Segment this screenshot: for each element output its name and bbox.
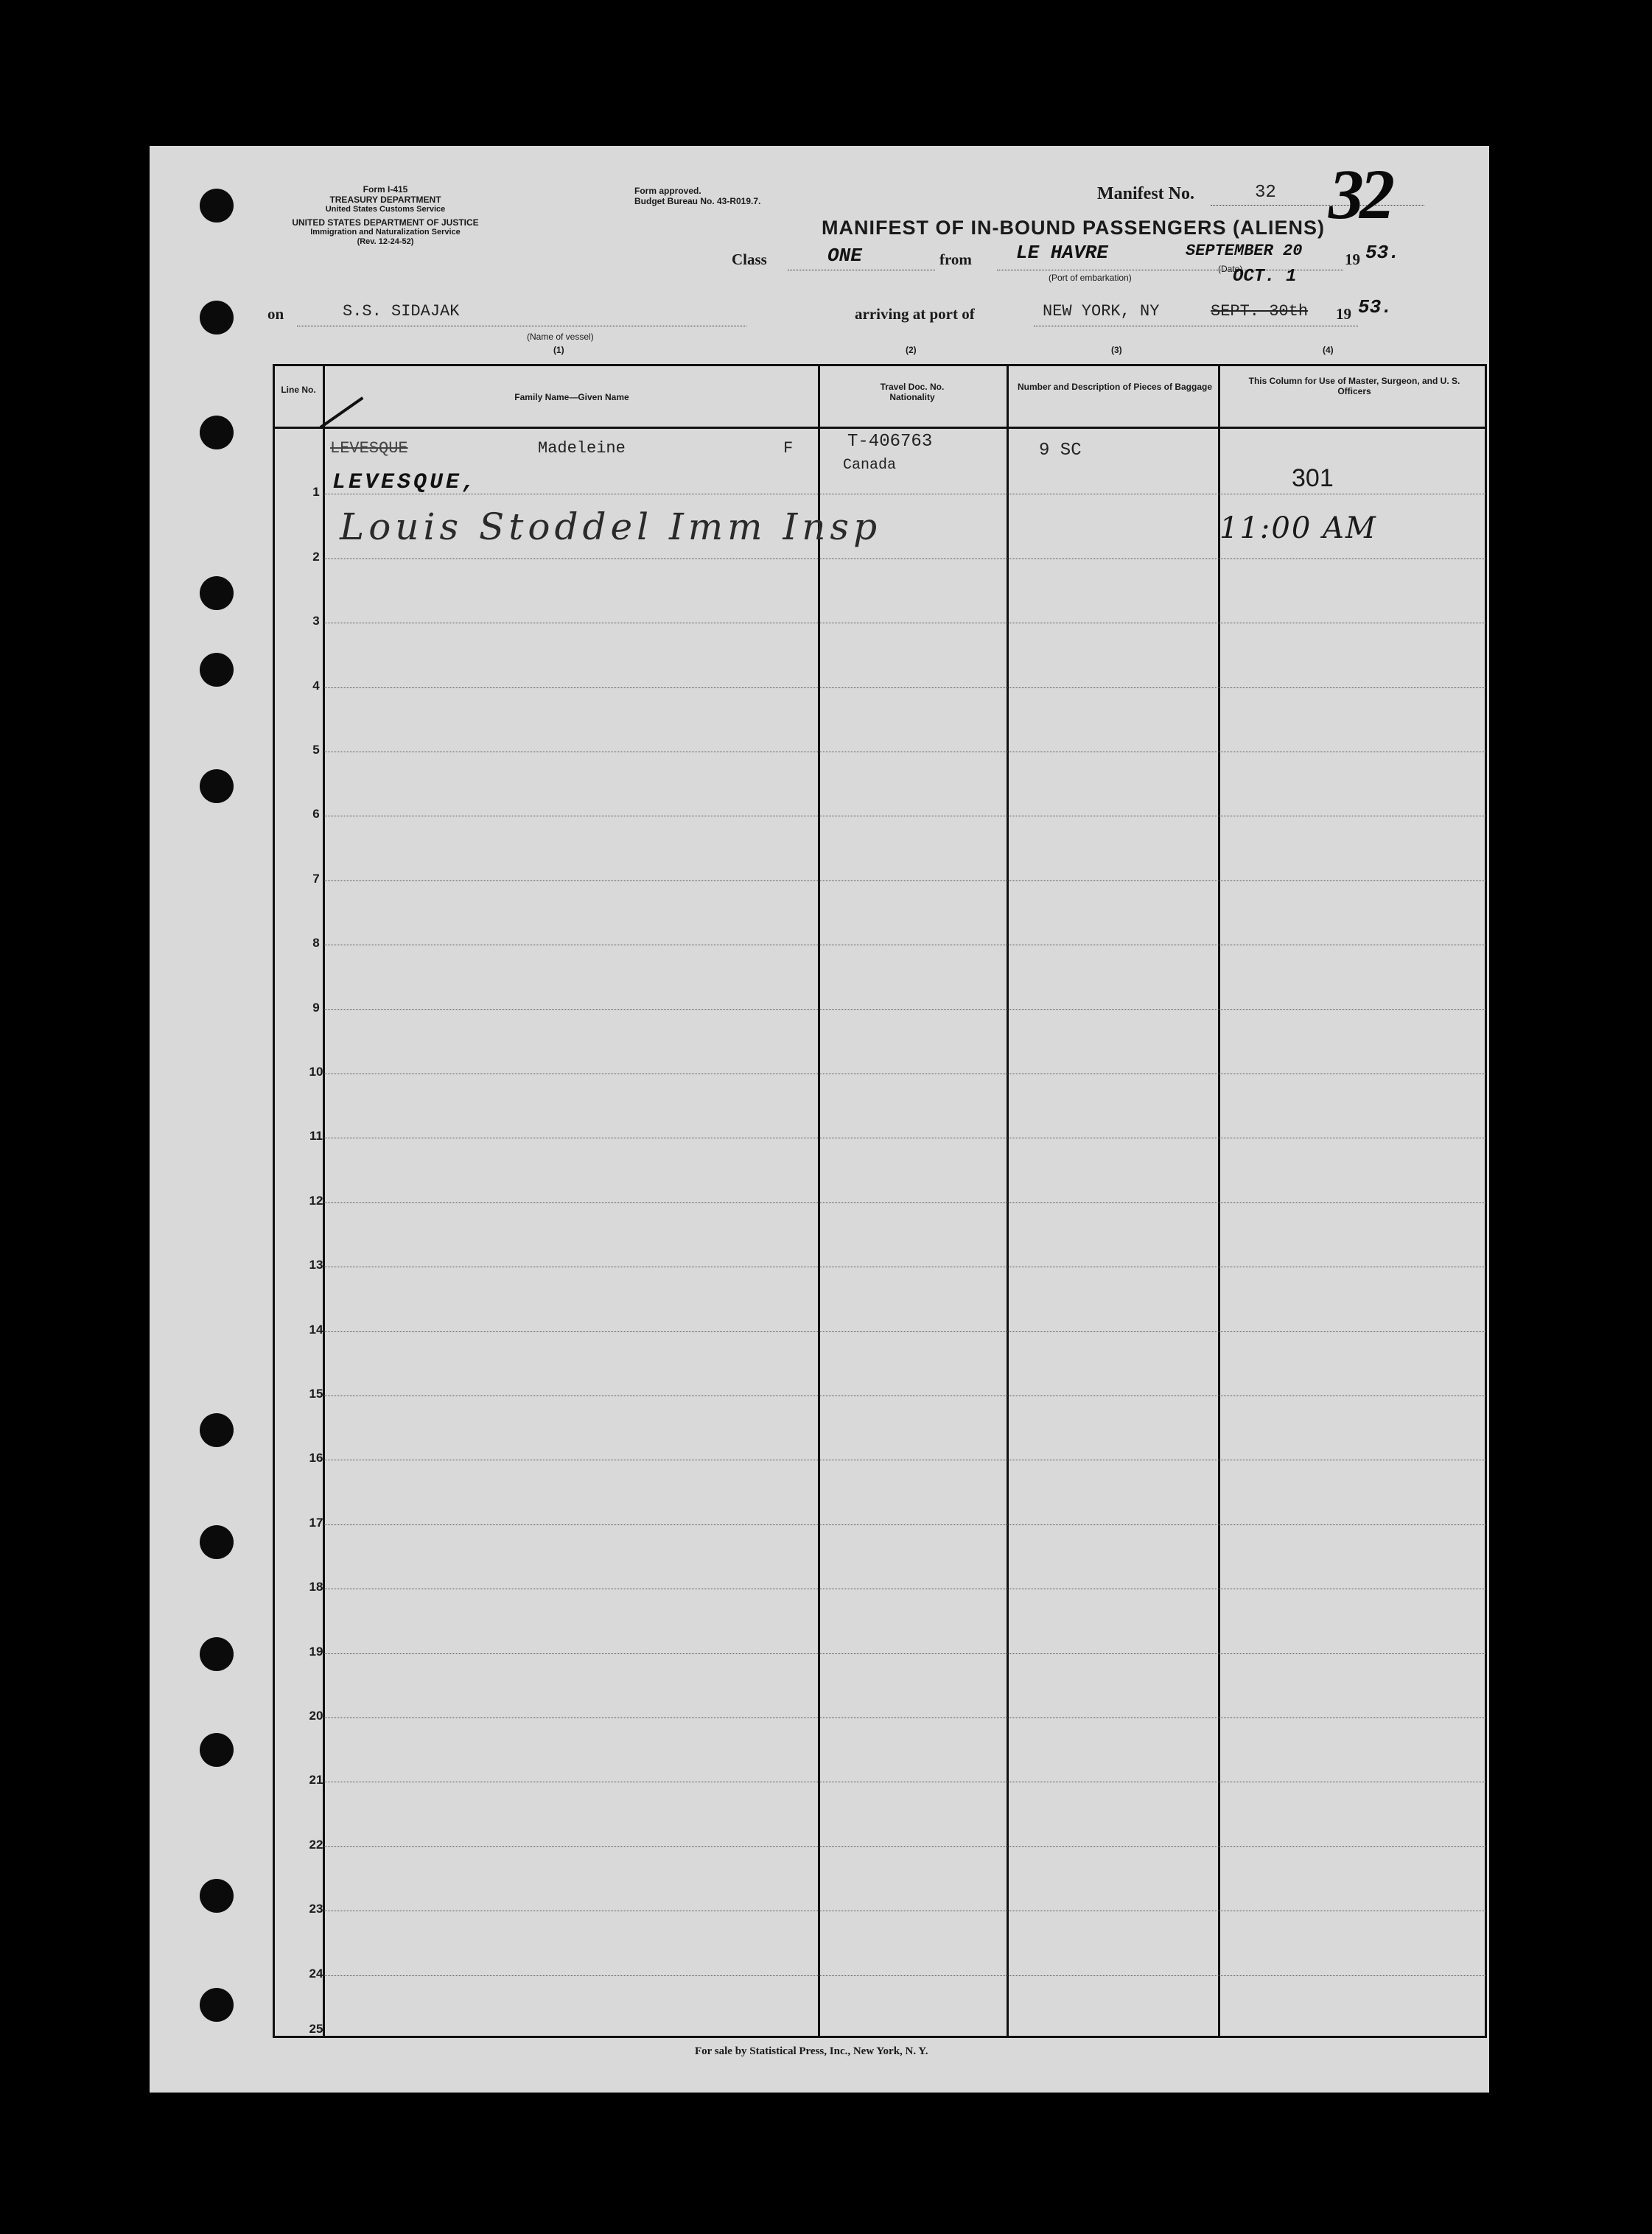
punch-hole [200,1733,234,1767]
embarkation-date: SEPTEMBER 20 [1186,242,1303,260]
row-ruling [324,1653,1485,1654]
line-number: 7 [312,872,320,886]
line-number: 20 [309,1709,323,1723]
line-number: 8 [312,936,320,950]
travel-doc-number: T-406763 [847,432,933,452]
officer-number: 301 [1292,464,1334,492]
line-number: 17 [309,1516,323,1530]
date-caption: (Date) [1218,264,1243,274]
line-number: 5 [312,743,320,757]
punch-hole [200,1637,234,1671]
line-number: 13 [309,1258,323,1272]
punch-hole [200,1525,234,1559]
immigration-service: Immigration and Naturalization Service [310,228,461,237]
inspector-signature: Louis Stoddel Imm Insp [340,505,882,548]
line-number: 24 [309,1967,323,1981]
form-number: Form I-415 [363,184,408,195]
printer-footer: For sale by Statistical Press, Inc., New York, N. Y. [695,2045,928,2057]
line-number: 12 [309,1194,323,1208]
header-officers: This Column for Use of Master, Surgeon, and U. S. Officers [1248,376,1460,396]
row-ruling [324,880,1485,881]
punch-hole [200,1879,234,1913]
embarkation-port: LE HAVRE [1016,242,1108,264]
punch-hole [200,416,234,449]
embark-year-suffix: 53. [1365,242,1400,264]
line-number: 25 [309,2022,323,2036]
line-number: 22 [309,1838,323,1852]
manifest-number-label: Manifest No. [1097,184,1194,203]
vessel-name: S.S. SIDAJAK [343,302,460,321]
row-ruling [324,1975,1485,1976]
row-ruling [324,1009,1485,1010]
col-caption-4: (4) [1323,345,1334,355]
line-number: 21 [309,1773,323,1787]
manifest-number-value: 32 [1255,183,1276,203]
vessel-caption: (Name of vessel) [527,332,594,342]
from-label: from [939,251,972,268]
line-number: 14 [309,1323,323,1337]
col-caption-2: (2) [906,345,917,355]
arrival-port: NEW YORK, NY [1043,302,1160,321]
class-label: Class [732,251,767,268]
arrival-date-correction: OCT. 1 [1233,267,1297,287]
line-number: 10 [309,1065,323,1079]
line-number: 15 [309,1387,323,1401]
row-ruling [324,1717,1485,1718]
embarkation-caption: (Port of embarkation) [1049,273,1132,283]
col-caption-1: (1) [553,345,564,355]
embark-year-prefix: 19 [1345,251,1360,268]
column-divider [818,364,820,2038]
struck-surname: LEVESQUE [330,439,408,458]
on-label: on [267,305,284,323]
row-ruling [324,1202,1485,1203]
line-number: 1 [312,485,320,499]
punch-hole [200,1988,234,2022]
line-number: 23 [309,1902,323,1916]
table-header-border [273,427,1487,429]
manifest-sheet [150,146,1489,2093]
row-ruling [324,1846,1485,1847]
column-divider [1218,364,1220,2038]
header-baggage: Number and Description of Pieces of Baggage [1017,382,1213,392]
nationality: Canada [843,457,897,474]
arriving-label: arriving at port of [855,305,975,323]
row-ruling [324,1331,1485,1332]
punch-hole [200,769,234,803]
line-number: 2 [312,550,320,564]
page-title: MANIFEST OF IN-BOUND PASSENGERS (ALIENS) [822,217,1326,239]
line-number: 6 [312,807,320,821]
header-line-no: Line No. [281,385,316,395]
line-number: 11 [309,1129,323,1143]
punch-hole [200,301,234,335]
manifest-number-line [1211,205,1424,206]
row-ruling [324,687,1485,688]
arrival-year-prefix: 19 [1336,305,1351,323]
punch-hole [200,653,234,687]
row-ruling [324,558,1485,559]
line-number: 18 [309,1580,323,1594]
line-number: 9 [312,1001,320,1015]
approval-block [634,186,760,206]
row-ruling [324,1524,1485,1525]
header-name: Family Name—Given Name [514,392,629,402]
form-revision: (Rev. 12-24-52) [357,237,414,246]
arrival-year-suffix: 53. [1358,296,1393,318]
inspection-time: 11:00 AM [1219,511,1377,545]
line-number: 4 [312,679,320,693]
line-number: 3 [312,614,320,628]
justice-department: UNITED STATES DEPARTMENT OF JUSTICE [292,217,479,228]
header-travel-doc: Travel Doc. No. Nationality [880,382,945,402]
manifest-table [273,364,1487,2038]
punch-hole [200,576,234,610]
sex: F [783,439,794,458]
column-divider [1007,364,1009,2038]
handwritten-page-stamp: 32 [1329,155,1390,234]
treasury-department: TREASURY DEPARTMENT [329,195,441,205]
form-approved: Form approved. [634,186,701,196]
given-name: Madeleine [538,439,626,458]
surname: LEVESQUE, [332,470,479,495]
baggage: 9 SC [1039,441,1082,461]
customs-service: United States Customs Service [325,205,446,214]
budget-bureau: Budget Bureau No. 43-R019.7. [634,196,761,206]
class-value: ONE [827,245,862,267]
col-caption-3: (3) [1111,345,1122,355]
punch-hole [200,189,234,223]
punch-hole [200,1413,234,1447]
line-number: 19 [309,1645,323,1659]
line-number: 16 [309,1451,323,1465]
arrival-date: SEPT. 30th [1211,302,1309,321]
department-header [286,184,485,247]
